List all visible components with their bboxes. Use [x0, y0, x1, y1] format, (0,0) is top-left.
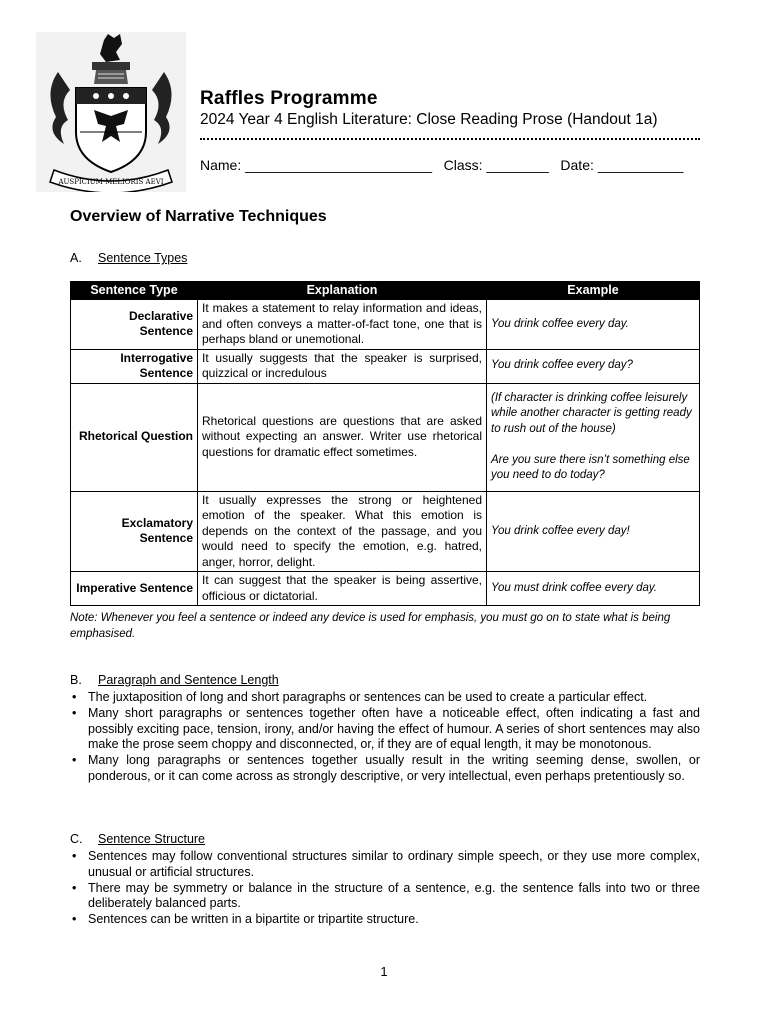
table-row: [71, 300, 700, 350]
sentence-type-cell: Rhetorical Question: [71, 383, 198, 491]
example-cell: You drink coffee every day!: [487, 491, 700, 572]
section-b-title: Paragraph and Sentence Length: [98, 673, 279, 687]
section-heading: Overview of Narrative Techniques: [70, 208, 327, 225]
table-row: [71, 383, 700, 491]
emphasis-note: Note: Whenever you feel a sentence or indeed any device is used for emphasis, you must go on to state what is being emphasised.: [70, 612, 671, 640]
section-b-number: B.: [70, 673, 82, 687]
list-item: • The juxtaposition of long and short paragraphs or sentences can be used to create a particular effect.: [70, 690, 700, 706]
explanation-cell: It can suggest that the speaker is being assertive, officious or dictatorial.: [198, 572, 487, 606]
header-divider: [200, 138, 700, 140]
page-number: 1: [380, 964, 388, 979]
list-item: • There may be symmetry or balance in the structure of a sentence, e.g. the sentence falls into two or three deliberately balanced parts.: [70, 881, 700, 913]
list-item: • Sentences can be written in a bipartite or tripartite structure.: [70, 912, 700, 928]
table-row: [71, 491, 700, 572]
program-title: Raffles Programme: [200, 88, 378, 109]
sentence-type-cell: Interrogative Sentence: [71, 349, 198, 383]
section-a-title: Sentence Types: [98, 251, 188, 265]
sentence-type-cell: Declarative Sentence: [71, 300, 198, 350]
school-crest-logo: [36, 32, 186, 192]
example-cell: You must drink coffee every day.: [487, 572, 700, 606]
explanation-cell: It usually suggests that the speaker is surprised, quizzical or incredulous: [198, 349, 487, 383]
list-item: • Sentences may follow conventional structures similar to ordinary simple speech, or they use more complex, unusual or artificial structures.: [70, 849, 700, 881]
section-a-label: [70, 251, 187, 265]
section-b-label: [70, 673, 279, 687]
sentence-type-cell: Exclamatory Sentence: [71, 491, 198, 572]
section-a-number: A.: [70, 251, 82, 265]
example-cell: [487, 383, 700, 491]
column-header: Example: [487, 282, 700, 300]
explanation-cell: Rhetorical questions are questions that are asked without expecting an answer. Writer use rhetorical questions for dramatic effect sometimes.: [198, 383, 487, 491]
example-text: (If character is drinking coffee leisurely while another character is getting ready to rush out of the house) Are you sure there isn’t something else you need to do today?: [491, 391, 692, 481]
table-header-row: [71, 282, 700, 300]
list-item: • Many short paragraphs or sentences together often have a noticeable effect, often indicating a fast and possibly exciting pace, tension, irony, and/or having the effect of humour. A series of short sentences may also make the prose seem choppy and disconnected, or, if they are of equal length, it may be monotonous.: [70, 706, 700, 753]
section-c-label: [70, 832, 205, 846]
example-cell: You drink coffee every day.: [487, 300, 700, 350]
sentence-types-table: [70, 281, 700, 606]
table-row: [71, 349, 700, 383]
explanation-cell: It makes a statement to relay information and ideas, and often conveys a matter-of-fact tone, one that is perhaps bland or unemotional.: [198, 300, 487, 350]
section-c-title: Sentence Structure: [98, 832, 206, 846]
section-c-bullets: [70, 849, 700, 928]
section-b-bullets: [70, 690, 700, 785]
explanation-cell: It usually expresses the strong or heightened emotion of the speaker. What this emotion is depends on the context of the passage, and you would need to specify the emotion, e.g. hatred, anger, horror, delight.: [198, 491, 487, 572]
sentence-type-cell: Imperative Sentence: [71, 572, 198, 606]
column-header: Explanation: [198, 282, 487, 300]
crest-motto: AUSPICIUM MELIORIS AEVI: [58, 178, 164, 186]
table-row: [71, 572, 700, 606]
example-cell: You drink coffee every day?: [487, 349, 700, 383]
section-c-number: C.: [70, 832, 83, 846]
handout-subtitle: 2024 Year 4 English Literature: Close Reading Prose (Handout 1a): [200, 111, 658, 128]
student-info-fields: Name: ________________________ Class: ________ Date: ___________: [200, 157, 684, 173]
column-header: Sentence Type: [71, 282, 198, 300]
list-item: • Many long paragraphs or sentences together usually result in the writing seeming dense, swollen, or ponderous, or it can come across as strongly descriptive, or very intellectual, even perhaps pretentiously so.: [70, 753, 700, 785]
